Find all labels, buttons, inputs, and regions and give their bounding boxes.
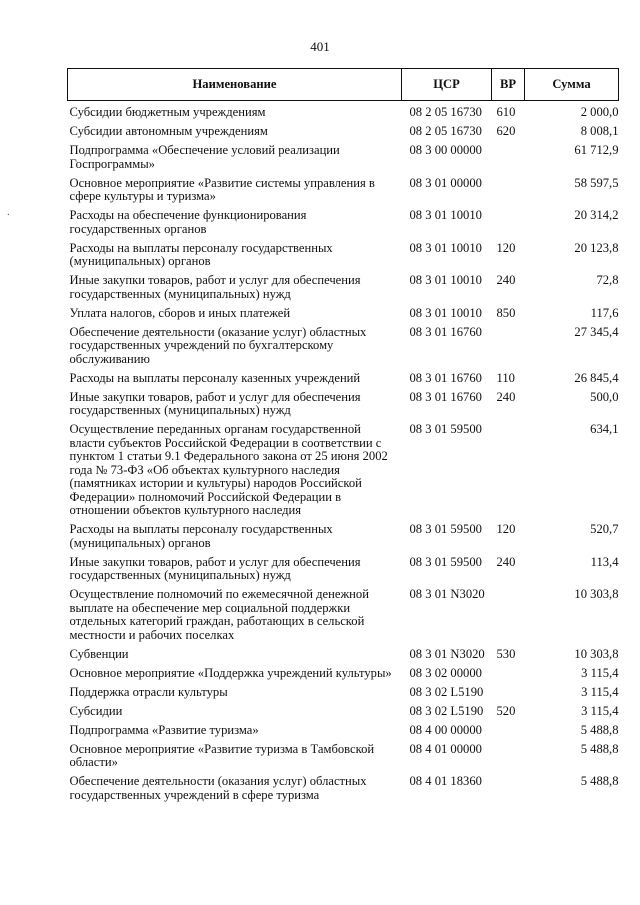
table-row — [68, 141, 619, 174]
row-vr-code — [492, 585, 525, 645]
row-csr-code: 08 3 01 10010 — [409, 273, 482, 287]
row-sum: 26 845,4 — [574, 370, 619, 385]
row-name: Расходы на выплаты персоналу государственных (муниципальных) органов — [69, 240, 333, 268]
row-csr-code: 08 3 01 59500 — [409, 522, 482, 536]
row-name: Обеспечение деятельности (оказания услуг) областных государственных учреждений в сфере туризма — [69, 774, 367, 802]
row-vr-code: 850 — [496, 305, 516, 320]
table-row — [68, 720, 619, 739]
table-row — [68, 271, 619, 304]
table-row — [68, 238, 619, 271]
row-sum: 27 345,4 — [574, 324, 619, 339]
row-vr-code: 240 — [496, 554, 516, 569]
row-vr-code — [492, 206, 525, 239]
table-row — [68, 101, 619, 122]
table-row — [68, 682, 619, 701]
row-csr-code: 08 3 01 10010 — [409, 305, 482, 320]
margin-mark: . — [7, 206, 10, 218]
row-sum: 58 597,5 — [574, 175, 619, 190]
table-row — [68, 303, 619, 322]
row-name: Обеспечение деятельности (оказание услуг) областных государственных учреждений по бухгалтерскому обслуживанию — [69, 324, 367, 366]
row-csr-code: 08 3 01 00000 — [409, 175, 482, 190]
row-name: Основное мероприятие «Поддержка учреждений культуры» — [69, 665, 392, 680]
row-sum: 10 303,8 — [574, 646, 619, 661]
row-sum: 72,8 — [596, 273, 619, 287]
row-name: Уплата налогов, сборов и иных платежей — [69, 305, 291, 320]
row-sum: 5 488,8 — [580, 774, 619, 788]
row-vr-code — [492, 772, 525, 805]
row-vr-code: 240 — [496, 273, 516, 287]
row-csr-code: 08 3 00 00000 — [409, 143, 482, 157]
row-vr-code — [492, 173, 525, 206]
row-csr-code: 08 3 01 N3020 — [409, 646, 485, 661]
table-row — [68, 739, 619, 772]
table-row — [68, 772, 619, 805]
row-vr-code: 620 — [496, 124, 516, 138]
row-vr-code: 110 — [496, 370, 515, 385]
row-name: Расходы на выплаты персоналу казенных учреждений — [69, 370, 361, 385]
row-sum: 634,1 — [590, 422, 619, 436]
row-vr-code — [492, 663, 525, 682]
row-name: Осуществление переданных органам государственной власти субъектов Российской Федерации в соответствии с пунктом 1 статьи 9.1 Федерального закона от 25 июня 2002 года № 73-ФЗ «Об объектах культурного наследия (памятниках истории и культуры) народов Российской Федерации» полномочий Российской Федерации в отношении объектов культурного наследия — [69, 422, 388, 517]
table-row — [68, 520, 619, 553]
table-row — [68, 368, 619, 387]
row-csr-code: 08 3 01 59500 — [409, 554, 482, 569]
table-row — [68, 701, 619, 720]
row-vr-code: 120 — [496, 522, 516, 536]
row-sum: 3 115,4 — [581, 665, 619, 680]
budget-table — [67, 68, 619, 804]
row-name: Расходы на выплаты персоналу государственных (муниципальных) органов — [69, 522, 333, 550]
row-sum: 20 123,8 — [574, 240, 619, 255]
table-row — [68, 206, 619, 239]
row-name: Расходы на обеспечение функционирования государственных органов — [69, 208, 307, 236]
row-sum: 8 008,1 — [580, 124, 619, 138]
header-csr: ЦСР — [402, 69, 492, 101]
row-name: Поддержка отрасли культуры — [69, 684, 228, 699]
row-csr-code: 08 3 01 10010 — [409, 208, 482, 222]
row-name: Иные закупки товаров, работ и услуг для обеспечения государственных (муниципальных) нужд — [69, 554, 361, 582]
row-sum: 5 488,8 — [580, 722, 619, 737]
row-csr-code: 08 3 01 16760 — [409, 370, 482, 385]
row-vr-code — [492, 720, 525, 739]
row-sum: 520,7 — [590, 522, 619, 536]
header-vr: ВР — [492, 69, 525, 101]
table-row — [68, 322, 619, 368]
row-csr-code: 08 3 01 16760 — [409, 389, 482, 404]
row-sum: 3 115,4 — [581, 684, 619, 699]
row-vr-code — [492, 322, 525, 368]
row-name: Подпрограмма «Развитие туризма» — [69, 722, 259, 737]
row-sum: 10 303,8 — [574, 587, 619, 601]
table-row — [68, 585, 619, 645]
header-sum: Сумма — [525, 69, 619, 101]
table-row — [68, 644, 619, 663]
row-sum: 3 115,4 — [581, 703, 619, 718]
row-csr-code: 08 2 05 16730 — [409, 124, 482, 138]
row-name: Субсидии — [69, 703, 123, 718]
header-row — [68, 69, 619, 101]
table-row — [68, 420, 619, 520]
table-row — [68, 173, 619, 206]
row-csr-code: 08 4 01 00000 — [409, 741, 482, 756]
row-vr-code — [492, 682, 525, 701]
row-vr-code: 530 — [496, 646, 516, 661]
row-sum: 500,0 — [590, 389, 619, 404]
row-csr-code: 08 3 01 59500 — [409, 422, 482, 436]
row-csr-code: 08 3 01 16760 — [409, 324, 482, 339]
table-row — [68, 387, 619, 420]
row-vr-code — [492, 739, 525, 772]
page-number: 401 — [310, 39, 330, 54]
row-csr-code: 08 3 01 N3020 — [409, 587, 485, 601]
row-csr-code: 08 3 02 L5190 — [409, 684, 484, 699]
row-csr-code: 08 4 01 18360 — [409, 774, 482, 788]
header-name: Наименование — [68, 69, 402, 101]
row-name: Иные закупки товаров, работ и услуг для обеспечения государственных (муниципальных) нужд — [69, 389, 361, 417]
row-csr-code: 08 3 01 10010 — [409, 240, 482, 255]
row-name: Субсидии автономным учреждениям — [69, 124, 268, 138]
row-vr-code — [492, 420, 525, 520]
row-vr-code: 120 — [496, 240, 516, 255]
row-vr-code: 610 — [496, 105, 516, 119]
row-name: Субвенции — [69, 646, 129, 661]
row-name: Основное мероприятие «Развитие туризма в Тамбовской области» — [69, 741, 375, 769]
row-csr-code: 08 4 00 00000 — [409, 722, 482, 737]
row-sum: 61 712,9 — [574, 143, 619, 157]
row-name: Основное мероприятие «Развитие системы управления в сфере культуры и туризма» — [69, 175, 375, 203]
row-vr-code: 520 — [496, 703, 516, 718]
row-name: Иные закупки товаров, работ и услуг для обеспечения государственных (муниципальных) нужд — [69, 273, 361, 301]
row-sum: 2 000,0 — [580, 105, 619, 119]
row-csr-code: 08 3 02 00000 — [409, 665, 482, 680]
row-vr-code — [492, 141, 525, 174]
row-csr-code: 08 3 02 L5190 — [409, 703, 484, 718]
row-name: Подпрограмма «Обеспечение условий реализации Госпрограммы» — [69, 143, 340, 171]
row-sum: 113,4 — [590, 554, 619, 569]
row-name: Субсидии бюджетным учреждениям — [69, 105, 266, 119]
row-csr-code: 08 2 05 16730 — [409, 105, 482, 119]
row-vr-code: 240 — [496, 389, 516, 404]
row-sum: 117,6 — [590, 305, 619, 320]
table-body — [68, 101, 619, 805]
table-row — [68, 663, 619, 682]
table-header — [68, 69, 619, 101]
row-sum: 20 314,2 — [574, 208, 619, 222]
table-row — [68, 552, 619, 585]
row-name: Осуществление полномочий по ежемесячной денежной выплате на обеспечение мер социальной поддержки отдельных категорий граждан, работающих в сельской местности и рабочих поселках — [69, 587, 369, 642]
row-sum: 5 488,8 — [580, 741, 619, 756]
table-row — [68, 122, 619, 141]
